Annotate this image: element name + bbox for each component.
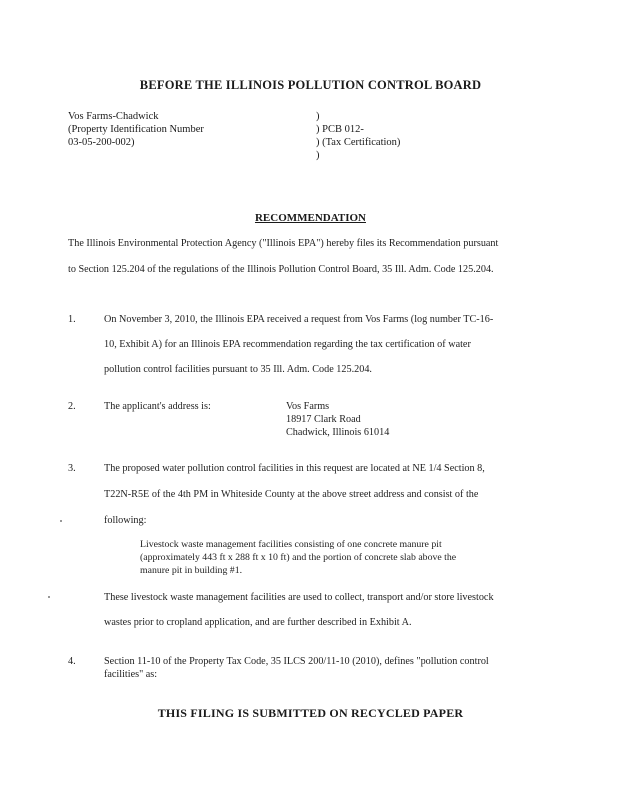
caption-line: ) (Tax Certification) bbox=[316, 137, 401, 148]
document-title: BEFORE THE ILLINOIS POLLUTION CONTROL BOARD bbox=[139, 78, 482, 92]
paragraph-number: 2. bbox=[68, 401, 76, 412]
paragraph-line: These livestock waste management facilities are used to collect, transport and/or store livestock bbox=[104, 592, 494, 603]
paragraph-line: T22N-R5E of the 4th PM in Whiteside County at the above street address and consist of the bbox=[104, 489, 479, 500]
facility-description-line: manure pit in building #1. bbox=[140, 565, 243, 576]
address-label: The applicant's address is: bbox=[104, 401, 211, 412]
intro-line: to Section 125.204 of the regulations of the Illinois Pollution Control Board, 35 Ill. Adm. Code 125.204. bbox=[68, 264, 494, 275]
caption-line: (Property Identification Number bbox=[68, 124, 204, 135]
paragraph-line: facilities" as: bbox=[104, 669, 158, 680]
facility-description-line: Livestock waste management facilities consisting of one concrete manure pit bbox=[140, 539, 442, 550]
facility-description-line: (approximately 443 ft x 288 ft x 10 ft) and the portion of concrete slab above the bbox=[140, 552, 457, 563]
paragraph-line: wastes prior to cropland application, and are further described in Exhibit A. bbox=[104, 617, 412, 628]
paragraph-number: 1. bbox=[68, 314, 76, 325]
recycled-paper-footer: THIS FILING IS SUBMITTED ON RECYCLED PAPER bbox=[157, 706, 464, 720]
caption-line: ) bbox=[316, 150, 320, 161]
paragraph-line: pollution control facilities pursuant to 35 Ill. Adm. Code 125.204. bbox=[104, 364, 372, 375]
caption-line: ) PCB 012- bbox=[316, 124, 364, 135]
caption-line: Vos Farms-Chadwick bbox=[68, 111, 159, 122]
case-caption-docket bbox=[316, 110, 400, 162]
address-line: 18917 Clark Road bbox=[286, 414, 361, 425]
case-caption-parties bbox=[68, 110, 204, 149]
address-line: Vos Farms bbox=[286, 401, 330, 412]
paragraph-line: 10, Exhibit A) for an Illinois EPA recommendation regarding the tax certification of water bbox=[104, 339, 471, 350]
paragraph-number: 4. bbox=[68, 656, 76, 667]
caption-line: ) bbox=[316, 111, 320, 122]
paragraph-number: 3. bbox=[68, 463, 76, 474]
paragraph-line: The proposed water pollution control facilities in this request are located at NE 1/4 Section 8, bbox=[104, 463, 485, 474]
caption-line: 03-05-200-002) bbox=[68, 137, 135, 148]
intro-line: The Illinois Environmental Protection Agency ("Illinois EPA") hereby files its Recommendation pursuant bbox=[68, 238, 499, 249]
paragraph-line: Section 11-10 of the Property Tax Code, 35 ILCS 200/11-10 (2010), defines "pollution control bbox=[104, 656, 489, 667]
paragraph-line: On November 3, 2010, the Illinois EPA received a request from Vos Farms (log number TC-16- bbox=[104, 314, 494, 325]
scan-speck bbox=[48, 596, 50, 598]
address-line: Chadwick, Illinois 61014 bbox=[286, 427, 390, 438]
section-heading: RECOMMENDATION bbox=[254, 212, 366, 224]
paragraph-line: following: bbox=[104, 515, 147, 526]
scan-speck bbox=[60, 520, 62, 522]
